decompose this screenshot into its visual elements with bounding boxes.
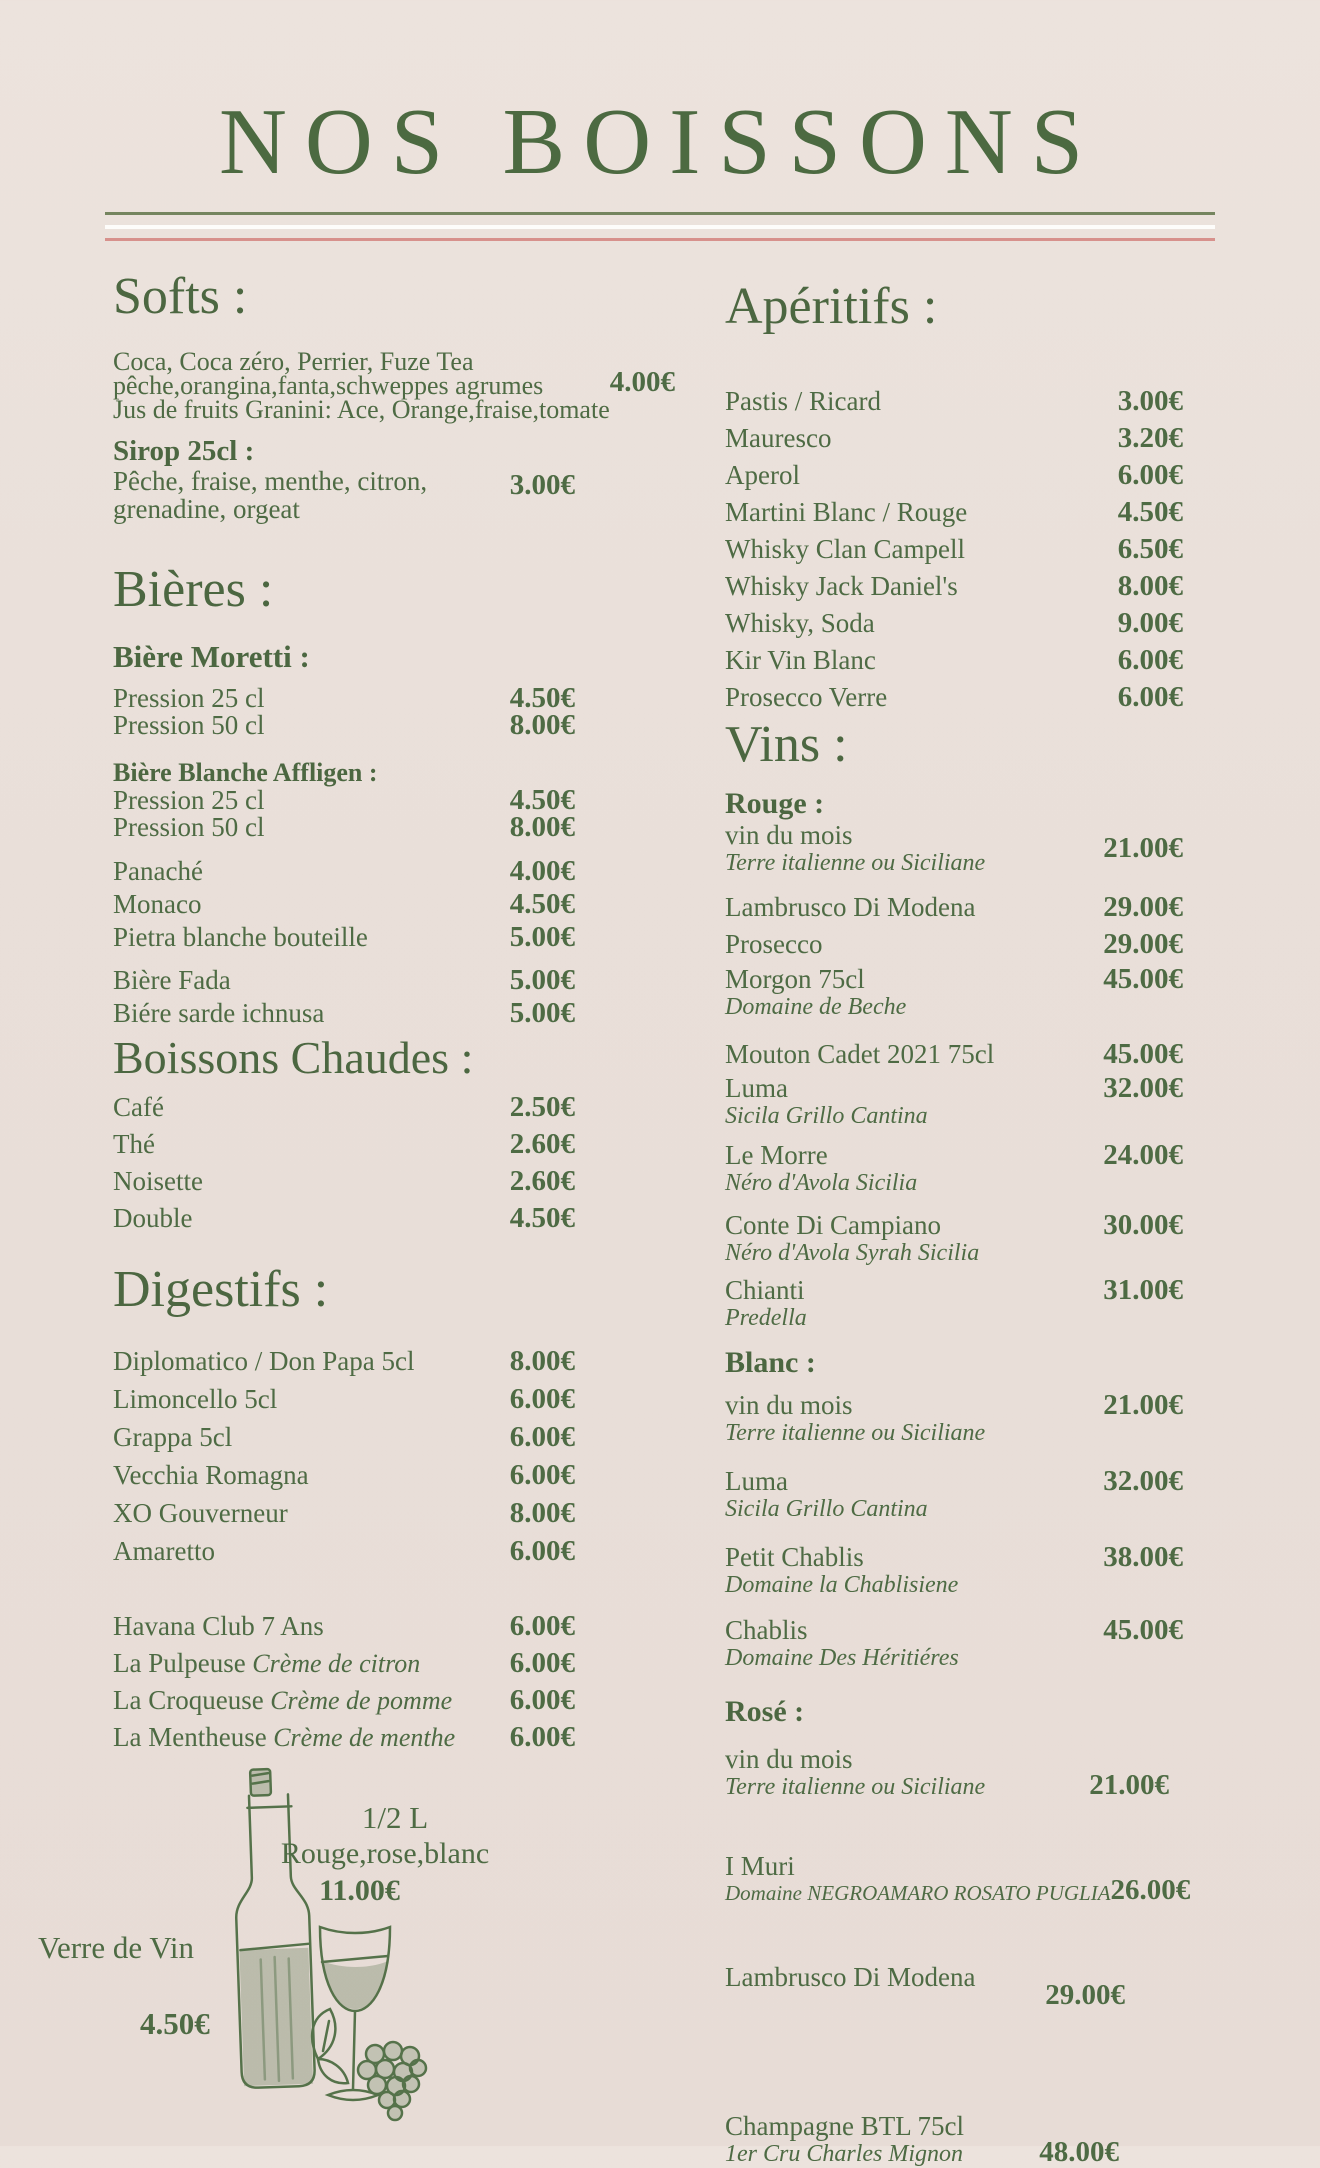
item-name: vin du mois: [725, 819, 853, 850]
grape-leaves: [312, 2009, 348, 2083]
item-price: 6.00€: [509, 1420, 575, 1453]
menu-item: [725, 642, 1183, 679]
menu-item: [725, 679, 1183, 716]
divider-white-line: [105, 225, 1215, 229]
menu-item: [725, 1036, 1183, 1073]
item-price: 48.00€: [1039, 2135, 1119, 2168]
item-name: La Mentheuse Crème de menthe: [113, 1721, 456, 1752]
item-name: I Muri: [725, 1850, 795, 1881]
section-heading: Apéritifs :: [725, 278, 938, 335]
item-name: Diplomatico / Don Papa 5cl: [113, 1345, 415, 1376]
item-sub: Sicila Grillo Cantina: [725, 1102, 928, 1129]
item-price: 4.50€: [509, 682, 575, 715]
item-price: 8.00€: [509, 1344, 575, 1377]
menu-item: [113, 682, 575, 715]
menu-item: [113, 1089, 575, 1126]
item-price: 21.00€: [1103, 831, 1183, 864]
item-name: Grappa 5cl: [113, 1421, 233, 1452]
item-sub: Terre italienne ou Siciliane: [725, 849, 986, 876]
glass-of-wine-label: Verre de Vin: [38, 1930, 194, 1965]
menu-item: [725, 926, 1183, 963]
menu-item: [725, 1615, 1183, 1671]
item-name: Monaco: [113, 888, 202, 919]
divider-green-line: [105, 212, 1215, 215]
item-name: Panaché: [113, 855, 203, 886]
item-sub: Domaine Des Héritiéres: [725, 1645, 959, 1672]
item-name: Martini Blanc / Rouge: [725, 497, 968, 528]
item-price: 4.50€: [509, 783, 575, 816]
item-name: Biére sarde ichnusa: [113, 997, 325, 1028]
item-name: Prosecco: [725, 928, 823, 959]
menu-item: [725, 1140, 1183, 1196]
item-price: 21.00€: [1089, 1768, 1169, 1801]
menu-item: [725, 889, 1183, 926]
item-name: Morgon 75cl: [725, 963, 865, 994]
item-price: 4.50€: [1117, 496, 1183, 529]
item-name: Pression 50 cl: [113, 811, 265, 842]
item-sub: Domaine de Beche: [725, 993, 907, 1020]
item-sub: Néro d'Avola Sicilia: [725, 1169, 918, 1196]
menu-item: [725, 1850, 1191, 1906]
item-name: Le Morre: [725, 1139, 828, 1170]
item-price: 6.00€: [1117, 644, 1183, 677]
item-name-line: pêche,orangina,fanta,schweppes agrumes: [113, 371, 544, 401]
item-price: 8.00€: [509, 810, 575, 843]
item-price: 6.00€: [509, 1720, 575, 1753]
menu-item: [113, 1456, 575, 1494]
menu-item: [113, 467, 575, 523]
item-sub: Néro d'Avola Syrah Sicilia: [725, 1239, 980, 1266]
item-price: 38.00€: [1103, 1541, 1183, 1574]
item-name: Lambrusco Di Modena: [725, 1961, 976, 1992]
menu-item: [113, 1200, 575, 1237]
section-heading: Bières :: [113, 560, 274, 618]
menu-item: [113, 921, 575, 954]
section-heading: Vins :: [725, 716, 848, 774]
item-price: 3.00€: [509, 468, 575, 501]
menu-item: [113, 1163, 575, 1200]
item-name: Luma: [725, 1072, 788, 1103]
menu-item: [725, 1542, 1183, 1598]
menu-item: [725, 457, 1183, 494]
item-name: Pietra blanche bouteille: [113, 921, 368, 952]
menu-item: [725, 1073, 1183, 1129]
item-name: La Croqueuse Crème de pomme: [113, 1684, 453, 1715]
item-sub: Terre italienne ou Siciliane: [725, 1420, 986, 1447]
item-descriptor: Crème de citron: [245, 1648, 421, 1678]
item-price: 45.00€: [1103, 1037, 1183, 1070]
item-price: 45.00€: [1103, 1614, 1183, 1647]
menu-item: [113, 1494, 575, 1532]
menu-item: [113, 997, 575, 1030]
item-name: Pression 50 cl: [113, 710, 265, 741]
item-price: 2.60€: [509, 1165, 575, 1198]
menu-item: [113, 855, 575, 888]
menu-item: [113, 783, 575, 816]
menu-item: [113, 709, 575, 742]
item-price: 32.00€: [1103, 1465, 1183, 1498]
item-price: 3.00€: [1117, 385, 1183, 418]
menu-item: [725, 820, 1183, 876]
item-price: 3.20€: [1117, 422, 1183, 455]
right-column: [725, 278, 1191, 2168]
item-name: Vecchia Romagna: [113, 1459, 309, 1490]
item-price: 45.00€: [1103, 962, 1183, 995]
item-name: Pastis / Ricard: [725, 386, 881, 417]
item-name: Amaretto: [113, 1535, 215, 1566]
item-price: 6.00€: [509, 1683, 575, 1716]
item-price: 6.00€: [1117, 459, 1183, 492]
item-name: Aperol: [725, 460, 800, 491]
grapes: [358, 2042, 426, 2120]
item-name: Chablis: [725, 1615, 808, 1646]
carafe-price: 11.00€: [319, 1874, 400, 1907]
item-price: 9.00€: [1117, 607, 1183, 640]
item-price: 8.00€: [509, 709, 575, 742]
menu-item: [113, 810, 575, 843]
carafe-size-label: 1/2 L: [361, 1800, 429, 1835]
item-price: 29.00€: [1045, 1978, 1125, 2011]
item-name: Conte Di Campiano: [725, 1209, 941, 1240]
item-price: 6.00€: [509, 1458, 575, 1491]
item-sub: Domaine NEGROAMARO ROSATO PUGLIA: [725, 1880, 1111, 1905]
item-price: 24.00€: [1103, 1138, 1183, 1171]
item-price: 6.00€: [509, 1609, 575, 1642]
item-name: Pression 25 cl: [113, 683, 265, 714]
menu-item: [725, 1959, 1183, 2014]
item-sub: Domaine la Chablisiene: [725, 1572, 959, 1599]
section-subheading: Bière Moretti :: [113, 638, 310, 674]
item-sub: 1er Cru Charles Mignon: [725, 2140, 964, 2167]
divider-pink-line: [105, 238, 1215, 241]
menu-item: [725, 568, 1183, 605]
item-price: 6.50€: [1117, 533, 1183, 566]
menu-item: [113, 1380, 575, 1418]
menu-item: [725, 2111, 1183, 2167]
item-descriptor: Crème de menthe: [266, 1722, 456, 1752]
item-name: Thé: [113, 1129, 155, 1160]
item-price: 6.00€: [1117, 681, 1183, 714]
item-name: Whisky, Soda: [725, 608, 875, 639]
item-price: 26.00€: [1110, 1873, 1191, 1906]
item-sub: Terre italienne ou Siciliane: [725, 1773, 986, 1800]
item-name: Mauresco: [725, 423, 832, 454]
item-price: 6.00€: [509, 1382, 575, 1415]
section-subheading: Blanc :: [725, 1345, 816, 1379]
item-name: Whisky Clan Campell: [725, 534, 965, 565]
item-price: 6.00€: [509, 1646, 575, 1679]
section-heading: Boissons Chaudes :: [113, 1031, 474, 1083]
menu-item: [113, 1719, 575, 1756]
item-price: 4.50€: [509, 1202, 575, 1235]
item-price: 32.00€: [1103, 1071, 1183, 1104]
item-name-line: grenadine, orgeat: [113, 493, 300, 524]
header-divider: [105, 212, 1215, 241]
item-name: vin du mois: [725, 1390, 853, 1421]
item-name: Lambrusco Di Modena: [725, 891, 976, 922]
item-name: Champagne BTL 75cl: [725, 2110, 964, 2141]
menu-item: [113, 1682, 575, 1719]
menu-item: [113, 1532, 575, 1570]
item-name: Chianti: [725, 1274, 805, 1305]
menu-title: NOS BOISSONS: [218, 90, 1102, 194]
item-name: Luma: [725, 1466, 788, 1497]
item-price: 8.00€: [509, 1496, 575, 1529]
item-price: 30.00€: [1103, 1208, 1183, 1241]
item-name: [113, 467, 427, 523]
left-column: [113, 268, 675, 1756]
item-price: 5.00€: [509, 963, 575, 996]
carafe-colors-label: Rouge,rose,blanc: [280, 1837, 490, 1870]
item-price: 8.00€: [1117, 570, 1183, 603]
item-price: 4.00€: [609, 366, 675, 399]
item-price: 29.00€: [1103, 927, 1183, 960]
item-name: Double: [113, 1203, 193, 1234]
item-descriptor: Crème de pomme: [263, 1685, 453, 1715]
item-price: 2.60€: [509, 1128, 575, 1161]
item-price: 4.50€: [509, 887, 575, 920]
menu-item: [113, 1645, 575, 1682]
menu-item: [725, 420, 1183, 457]
item-name-line: Coca, Coca zéro, Perrier, Fuze Tea: [113, 347, 474, 377]
item-name: Mouton Cadet 2021 75cl: [725, 1038, 995, 1069]
menu-item: [725, 605, 1183, 642]
item-name: Limoncello 5cl: [113, 1383, 278, 1414]
item-name: vin du mois: [725, 1743, 853, 1774]
menu-item: [113, 347, 675, 425]
item-sub: Predella: [725, 1304, 807, 1331]
section-heading: Digestifs :: [113, 1261, 329, 1319]
item-price: 4.00€: [509, 854, 575, 887]
section-subheading: Sirop 25cl :: [113, 435, 255, 468]
glass-of-wine-price: 4.50€: [140, 2006, 210, 2041]
menu-item: [725, 1210, 1183, 1266]
item-name: Café: [113, 1092, 164, 1123]
section-heading: Softs :: [113, 268, 248, 325]
item-price: 31.00€: [1103, 1273, 1183, 1306]
item-price: 21.00€: [1103, 1389, 1183, 1422]
menu-item: [725, 383, 1183, 420]
item-name-line: Pêche, fraise, menthe, citron,: [113, 465, 428, 496]
menu-item: [113, 964, 575, 997]
item-price: 2.50€: [509, 1091, 575, 1124]
menu-item: [113, 1126, 575, 1163]
item-name: XO Gouverneur: [113, 1497, 288, 1528]
menu-item: [725, 964, 1183, 1020]
item-name: La Pulpeuse Crème de citron: [113, 1647, 421, 1678]
item-price: 5.00€: [509, 996, 575, 1029]
item-name: Whisky Jack Daniel's: [725, 571, 958, 602]
item-price: 5.00€: [509, 920, 575, 953]
item-price: 6.00€: [509, 1534, 575, 1567]
item-name: Petit Chablis: [725, 1542, 864, 1573]
item-name: Prosecco Verre: [725, 682, 888, 713]
menu-item: [725, 494, 1183, 531]
item-name-line: Jus de fruits Granini: Ace, Orange,fraise,tomate: [113, 395, 610, 425]
menu-item: [725, 1466, 1183, 1522]
menu-item: [725, 1275, 1183, 1331]
item-name: Pression 25 cl: [113, 784, 265, 815]
menu-item: [725, 1744, 1183, 1800]
menu-item: [113, 888, 575, 921]
item-name: Kir Vin Blanc: [725, 645, 876, 676]
section-subheading: Bière Blanche Affligen :: [113, 758, 378, 788]
section-subheading: Rouge :: [725, 787, 825, 821]
menu-item: [725, 1390, 1183, 1446]
menu-item: [113, 1608, 575, 1645]
menu-item: [113, 1342, 575, 1380]
item-name: Noisette: [113, 1166, 203, 1197]
menu-item: [113, 1418, 575, 1456]
item-name: Bière Fada: [113, 964, 231, 995]
section-subheading: Rosé :: [725, 1695, 805, 1729]
item-name: [113, 347, 610, 425]
menu-item: [725, 531, 1183, 568]
item-name: Havana Club 7 Ans: [113, 1610, 324, 1641]
item-price: 29.00€: [1103, 890, 1183, 923]
item-sub: Sicila Grillo Cantina: [725, 1496, 928, 1523]
